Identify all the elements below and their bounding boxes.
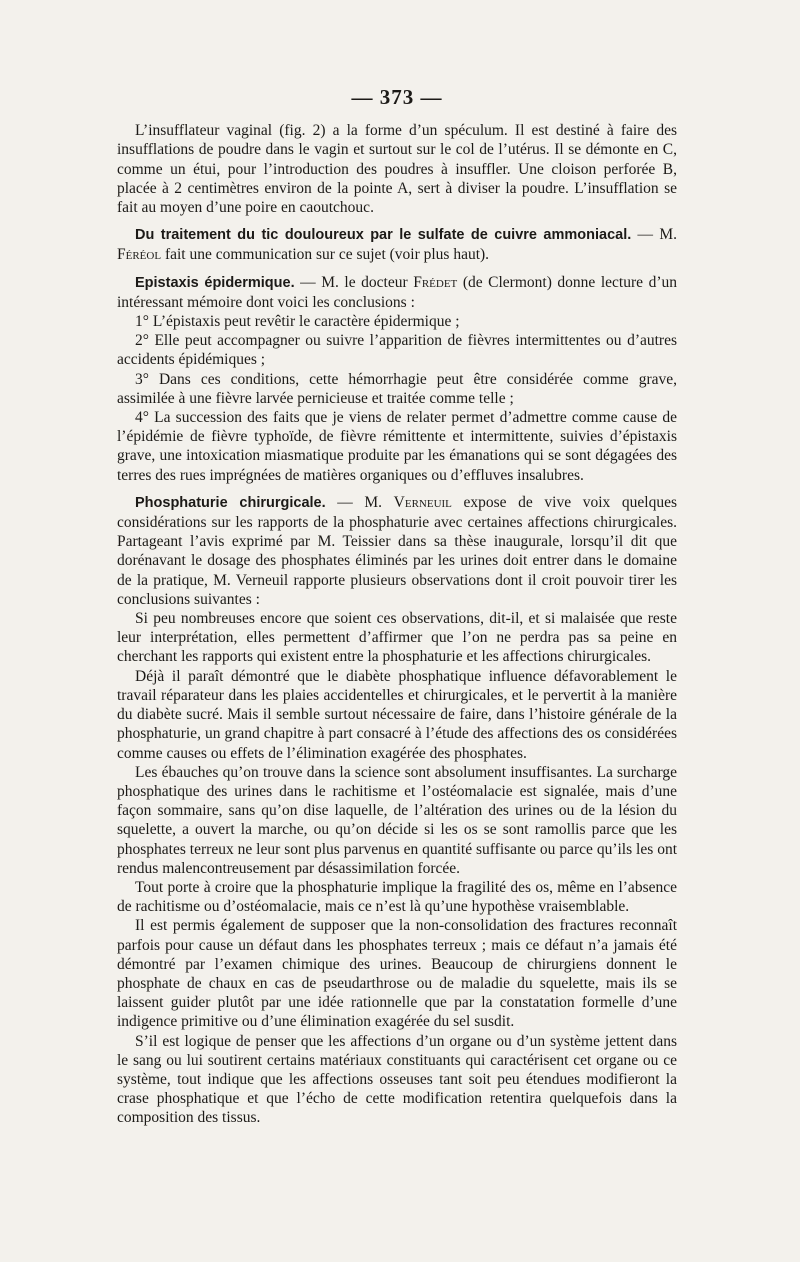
tic-heading: Du traitement du tic douloureux par le sulfate de cuivre ammoniacal. <box>135 227 632 244</box>
epistaxis-conclusion-2: 2° Elle peut accompagner ou suivre l’apparition de fièvres intermittentes ou d’autres accidents épidémiques ; <box>117 332 677 369</box>
phosphaturie-text: expose de vive voix quelques considérations sur les rapports de la phosphaturie avec certaines affections chirurgicales. Partageant l’avis exprimé par M. Teissier dans sa thèse inaugurale, lorsqu’il dit que dorénavant le dosage des phosphates éliminés par les urines doit entrer dans le domaine de la pratique, M. Verneuil rapporte plusieurs observations dont il croit pouvoir tirer les conclusions suivantes : <box>117 493 677 608</box>
phosphaturie-paragraph-5: Il est permis également de supposer que la non-consolidation des fractures reconnaît parfois pour cause un défaut dans les phosphates terreux ; mais ce défaut n’a jamais été démontré par l’examen chimique des urines. Beaucoup de chirurgiens donnent le phosphate de chaux en cas de pseudarthrose ou de maladie du squelette, mais ils se laissent guider plutôt par une idée rationnelle que par la constatation formelle d’une indigence primitive ou d’une élimination exagérée du sel susdit. <box>117 917 677 1031</box>
epistaxis-dash: — M. le docteur <box>294 273 414 291</box>
epistaxis-conclusion-1: 1° L’épistaxis peut revêtir le caractère épidermique ; <box>135 313 460 331</box>
tic-text: fait une communication sur ce sujet (voir plus haut). <box>161 246 490 264</box>
epistaxis-author: Frédet <box>413 273 458 291</box>
phosphaturie-dash: — M. <box>325 493 394 511</box>
intro-paragraph: L’insufflateur vaginal (fig. 2) a la forme d’un spéculum. Il est destiné à faire des insufflations de poudre dans le vagin et surtout sur le col de l’utérus. Il se démonte en C, comme un étui, pour l’introduction des poudres à insuffler. Une cloison perforée B, placée à 2 centimètres environ de la pointe A, sert à diviser la poudre. L’insufflation se fait au moyen d’une poire en caoutchouc. <box>117 122 677 217</box>
phosphaturie-paragraph-6: S’il est logique de penser que les affections d’un organe ou d’un système jettent dans le sang ou lui soutirent certains matériaux constituants qui caractérisent cet organe ou ce système, tout indique que les affections osseuses tant soit peu étendues modifieront la crase phosphatique et que l’écho de cette modification retentira quelquefois dans la composition des tissus. <box>117 1032 677 1127</box>
page-number: — 373 — <box>351 85 443 109</box>
epistaxis-heading: Epistaxis épidermique. <box>135 274 295 291</box>
phosphaturie-paragraph-3: Les ébauches qu’on trouve dans la science sont absolument insuffisantes. La surcharge phosphatique des urines dans le rachitisme et l’ostéomalacie est signalée, mais d’une façon sommaire, sans qu’on dise laquelle, de l’altération des urines ou de la lésion du squelette, a ouvert la marche, ou qu’on décide si les os se sont ramollis parce que les phosphates terreux ne leur sont plus parvenus en quantité suffisante ou parce qu’ils les ont rendus malencontreusement par désassimilation forcée. <box>117 763 677 877</box>
tic-author: Féréol <box>117 246 162 264</box>
epistaxis-conclusion-4: 4° La succession des faits que je viens de relater permet d’admettre comme cause de l’épidémie de fièvre typhoïde, de fièvre rémittente et intermittente, suivies d’épistaxis grave, une intoxication miasmatique produite par les émanations qui se sont dégagées des terres des rues imprégnées de matières organiques ou d’effluves insalubres. <box>117 409 677 484</box>
tic-dash: — M. <box>631 226 677 244</box>
phosphaturie-heading: Phosphaturie chirurgicale. <box>135 494 326 511</box>
epistaxis-section <box>117 273 677 312</box>
phosphaturie-section <box>117 493 677 609</box>
phosphaturie-paragraph-1: Si peu nombreuses encore que soient ces observations, dit-il, et si malaisée que reste leur interprétation, elles permettent d’affirmer que l’on ne perdra pas sa peine en cherchant les rapports qui existent entre la phosphaturie et les affections chirurgicales. <box>117 610 677 666</box>
epistaxis-text: (de Clermont) donne lecture d’un intéressant mémoire dont voici les conclusions : <box>117 273 677 311</box>
epistaxis-conclusion-3: 3° Dans ces conditions, cette hémorrhagie peut être considérée comme grave, assimilée à une fièvre larvée pernicieuse et traitée comme telle ; <box>117 370 677 407</box>
document-page <box>117 85 677 1128</box>
phosphaturie-paragraph-4: Tout porte à croire que la phosphaturie implique la fragilité des os, même en l’absence de rachitisme ou d’ostéomalacie, mais ce n’est là qu’une hypothèse vraisemblable. <box>117 878 677 916</box>
tic-section <box>117 225 677 264</box>
phosphaturie-author: Verneuil <box>393 493 452 511</box>
phosphaturie-paragraph-2: Déjà il paraît démontré que le diabète phosphatique influence défavorablement le travail réparateur dans les plaies accidentelles et chirurgicales, et le pervertit à la manière du diabète sucré. Mais il semble surtout nécessaire de faire, dans l’histoire générale de la phosphaturie, un grand chapitre à part consacré à l’étude des affections des os considérées comme causes ou effets de l’élimination exagérée des phosphates. <box>117 667 677 762</box>
